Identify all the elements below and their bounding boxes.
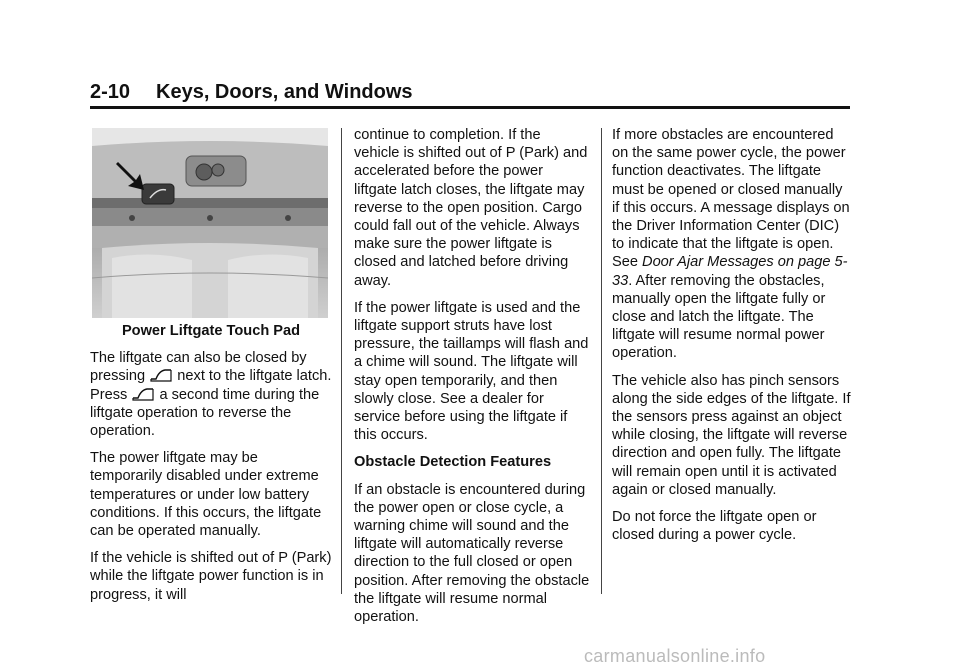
column-divider [341, 128, 342, 594]
text: a second time during the liftgate operation to reverse the operation. [90, 386, 320, 440]
paragraph: Do not force the liftgate open or closed during a power cycle. [612, 509, 817, 544]
column-divider [601, 128, 602, 594]
text: The liftgate can also be closed by pressing [90, 350, 307, 385]
subsection-heading: Obstacle Detection Features [354, 454, 552, 471]
paragraph [90, 349, 332, 440]
page-number: 2-10 [90, 81, 131, 103]
paragraph: If the vehicle is shifted out of P (Park) while the liftgate power function is in progress, it will [90, 550, 332, 603]
paragraph [612, 126, 852, 363]
paragraph: The power liftgate may be temporarily disabled under extreme temperatures or under low battery conditions. If this occurs, the liftgate can be operated manually. [90, 450, 322, 540]
liftgate-touch-pad-photo [92, 128, 328, 318]
cross-reference-link[interactable]: Door Ajar Messages on page 5-33 [612, 254, 848, 289]
paragraph: The vehicle also has pinch sensors along the side edges of the liftgate. If the sensors press against an object while closing, the liftgate will reverse direction and open fully. The liftgate will remain open until it is activated again or closed manually. [612, 372, 851, 498]
section-title: Keys, Doors, and Windows [156, 81, 413, 103]
text: . After removing the obstacles, manually open the liftgate fully or close and latch the liftgate. The liftgate will resume normal power operation. [612, 272, 826, 362]
paragraph: If an obstacle is encountered during the power open or close cycle, a warning chime will sound and the liftgate will automatically reverse direction to the full closed or open position. After removing the obstacle the liftgate will resume normal operation. [354, 481, 590, 626]
figure-caption: Power Liftgate Touch Pad [121, 323, 301, 339]
column-2 [354, 126, 590, 635]
paragraph: continue to completion. If the vehicle is shifted out of P (Park) and accelerated before the power liftgate latch closes, the liftgate may reverse to the open position. Cargo could fall out of the vehicle. Always make sure the power liftgate is closed and latched before driving away. [354, 127, 588, 289]
liftgate-icon [131, 386, 155, 402]
paragraph: If the power liftgate is used and the liftgate support struts have lost pressure, the taillamps will flash and a chime will sound. The liftgate will stay open temporarily, and then slowly close. See a dealer for service before using the liftgate if this occurs. [354, 299, 589, 444]
text: If more obstacles are encountered on the same power cycle, the power function deactivates. The liftgate must be opened or closed manually if this occurs. A message displays on the Driver Information Center (DIC) to indicate that the liftgate is open. See [612, 127, 850, 271]
page-header [90, 80, 850, 109]
column-3 [612, 126, 852, 553]
watermark: carmanualsonline.info [584, 646, 766, 666]
column-1 [90, 128, 332, 613]
liftgate-icon [149, 367, 173, 383]
text: next to the liftgate latch. Press [90, 368, 332, 403]
